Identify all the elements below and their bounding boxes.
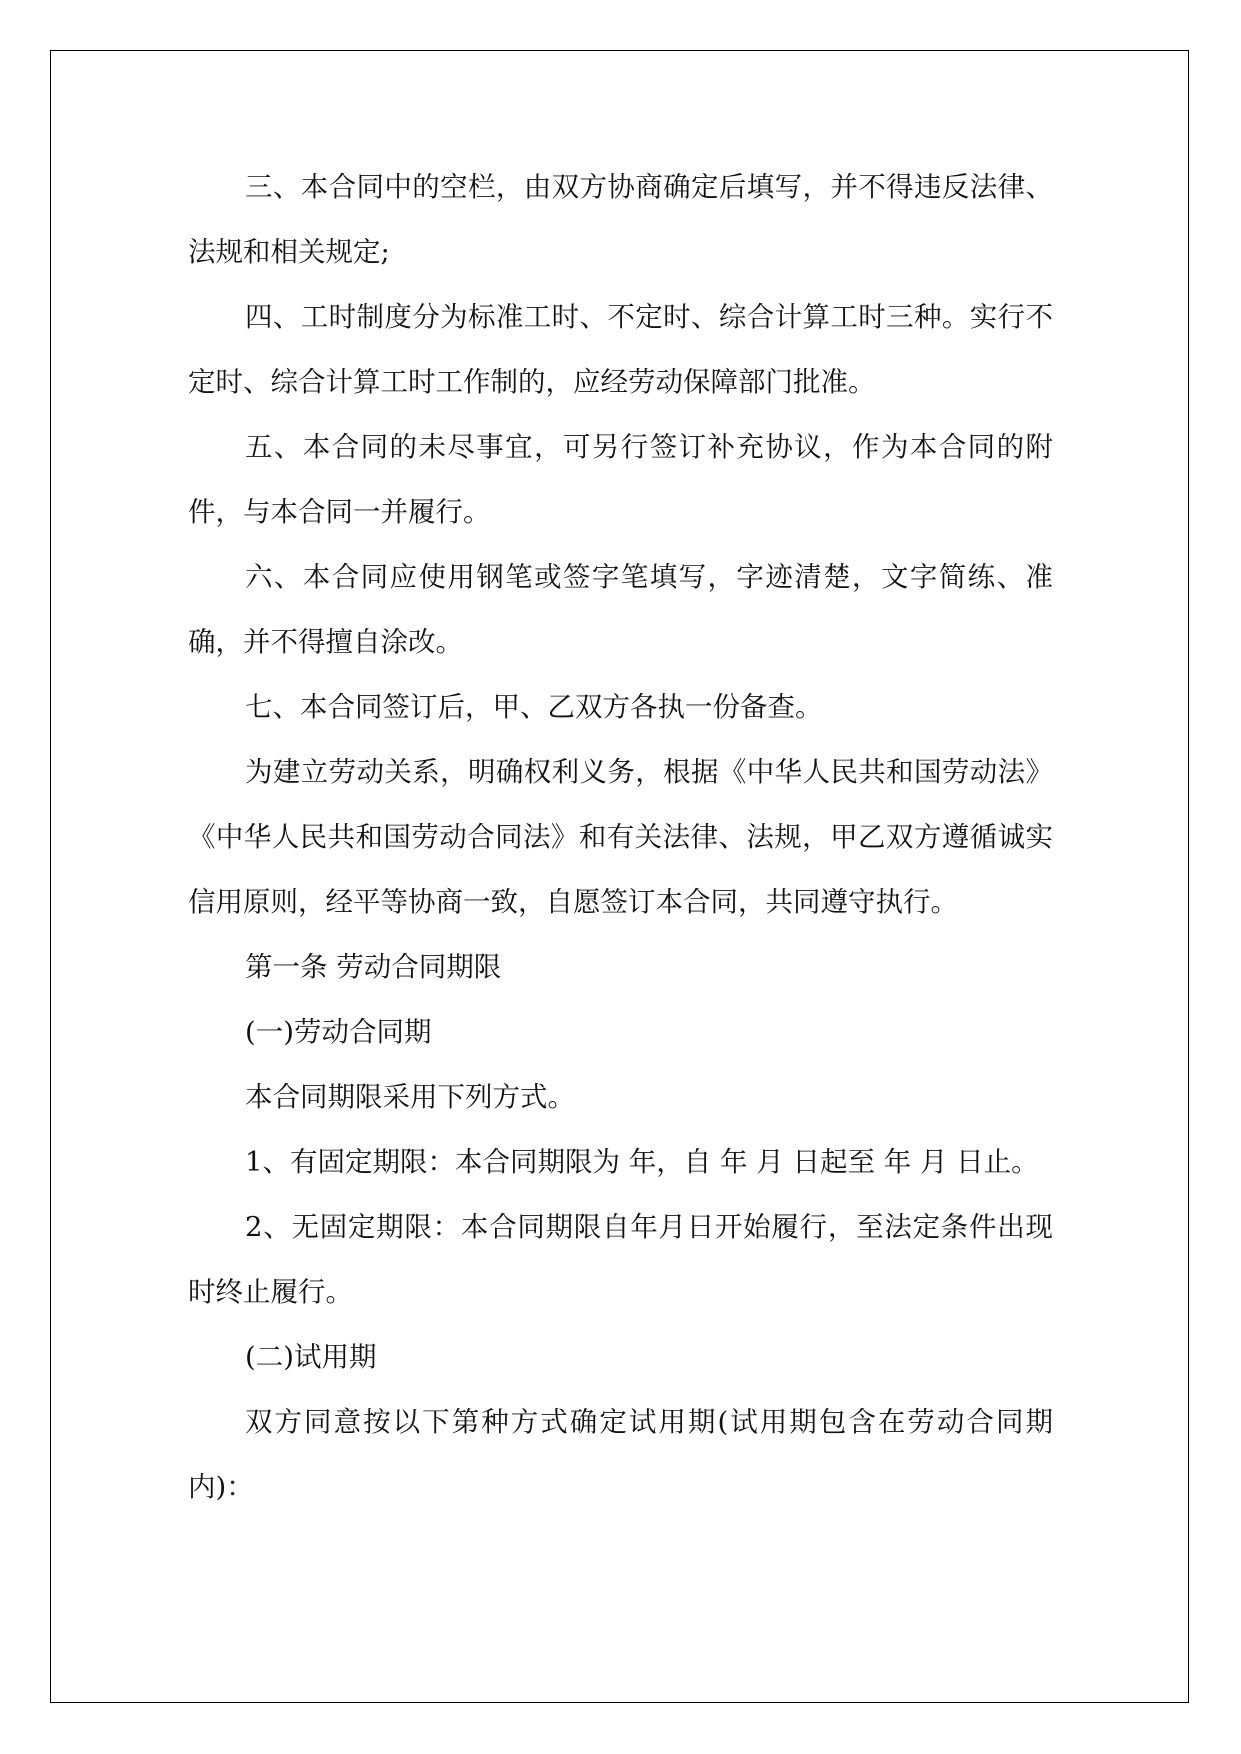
paragraph-fixed-term: 1、有固定期限：本合同期限为 年，自 年 月 日起至 年 月 日止。	[245, 1146, 1039, 1178]
subsection-heading-probation: (二)试用期	[245, 1341, 377, 1373]
paragraph-open-term: 2、无固定期限：本合同期限自年月日开始履行，至法定条件出现时终止履行。	[188, 1211, 1053, 1308]
paragraph-term-method: 本合同期限采用下列方式。	[245, 1081, 575, 1113]
document-body	[188, 155, 1053, 1520]
paragraph-clause-5: 五、本合同的未尽事宜，可另行签订补充协议，作为本合同的附件，与本合同一并履行。	[188, 431, 1053, 528]
paragraph-clause-7: 七、本合同签订后，甲、乙双方各执一份备查。	[245, 691, 823, 723]
paragraph-clause-6: 六、本合同应使用钢笔或签字笔填写，字迹清楚，文字简练、准确，并不得擅自涂改。	[188, 561, 1053, 658]
paragraph-probation-method: 双方同意按以下第种方式确定试用期(试用期包含在劳动合同期内)：	[188, 1406, 1053, 1503]
section-heading-article-1: 第一条 劳动合同期限	[245, 951, 502, 983]
paragraph-preamble: 为建立劳动关系，明确权利义务，根据《中华人民共和国劳动法》《中华人民共和国劳动合同法》和有关法律、法规，甲乙双方遵循诚实信用原则，经平等协商一致，自愿签订本合同，共同遵守执行。	[188, 756, 1053, 918]
paragraph-clause-4: 四、工时制度分为标准工时、不定时、综合计算工时三种。实行不定时、综合计算工时工作制的，应经劳动保障部门批准。	[188, 301, 1053, 398]
subsection-heading-contract-term: (一)劳动合同期	[245, 1016, 432, 1048]
paragraph-clause-3: 三、本合同中的空栏，由双方协商确定后填写，并不得违反法律、法规和相关规定;	[188, 171, 1053, 268]
